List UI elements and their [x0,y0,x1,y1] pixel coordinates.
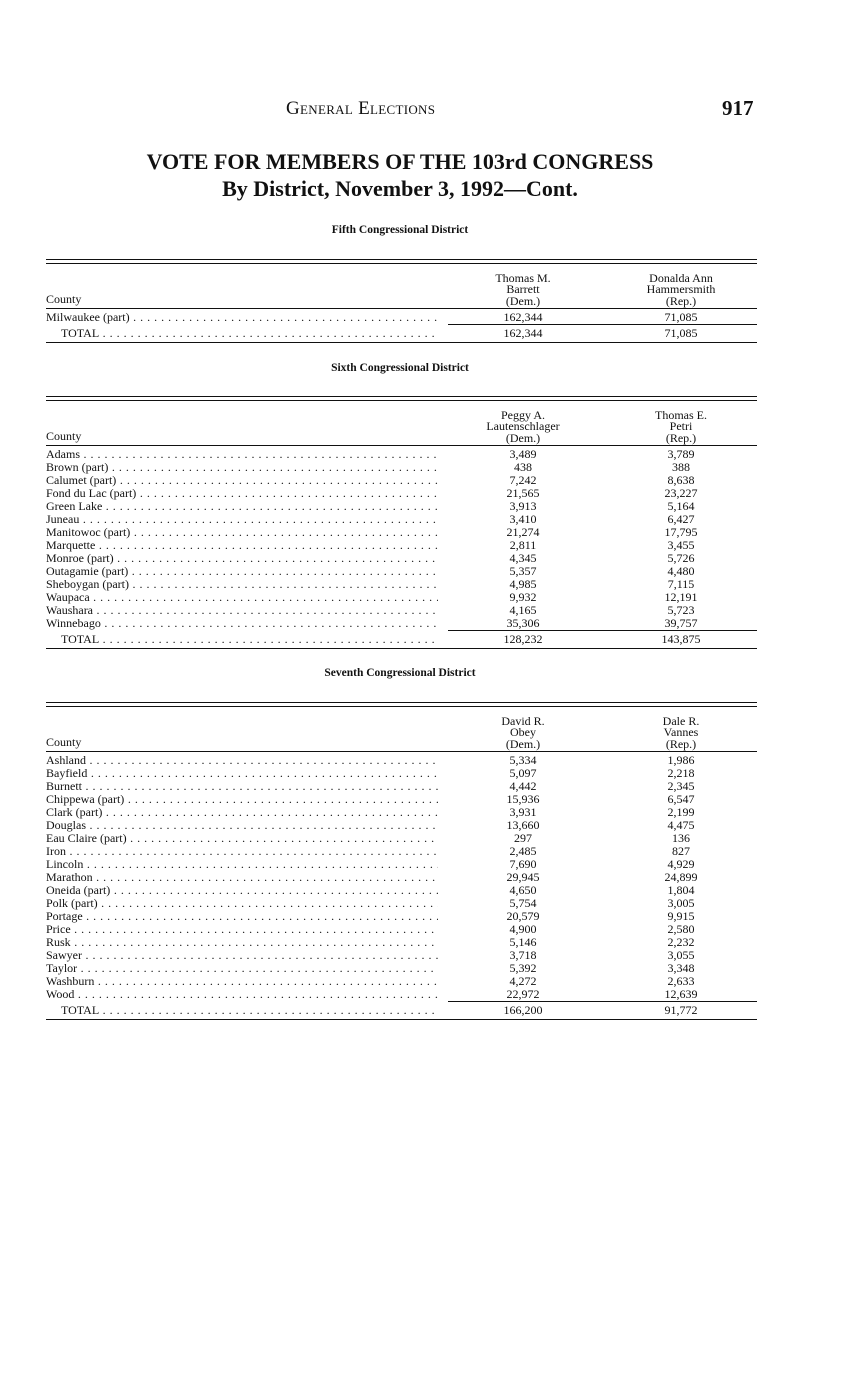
county-column-header: County [46,735,82,749]
rep-votes: 3,005 [667,896,695,910]
rep-votes: 23,227 [664,486,698,500]
dem-votes: 5,334 [509,753,537,767]
rep-total: 91,772 [664,1003,698,1017]
sum-rule [448,324,757,325]
county-name: Ashland . . . [46,754,438,767]
total-row [46,327,757,340]
dem-votes: 4,900 [509,922,537,936]
rep-total: 143,875 [661,632,701,646]
rep-votes: 9,915 [667,909,695,923]
table-row [46,845,757,858]
table-header [46,401,757,445]
table-row [46,975,757,988]
county-name: Marathon . . . [46,871,438,884]
county-name: Marquette . . . [46,539,438,552]
table-row [46,819,757,832]
dem-votes: 3,489 [509,447,537,461]
county-name: Sheboygan (part) . . . [46,578,438,591]
table-row [46,552,757,565]
rep-votes: 39,757 [664,616,698,630]
dem-votes: 7,690 [509,857,537,871]
table-row [46,936,757,949]
republican-candidate-header [601,713,761,751]
page-title-line-2: By District, November 3, 1992—Cont. [222,176,578,201]
rep-votes: 4,480 [667,564,695,578]
democratic-candidate-header [443,270,603,308]
total-label: TOTAL . . . [46,327,438,340]
rep-votes: 6,427 [667,512,695,526]
dem-header-line: (Dem.) [505,736,541,751]
sum-rule [448,630,757,631]
rep-votes: 388 [672,460,690,474]
county-name: Burnett . . . [46,780,438,793]
dem-votes: 13,660 [506,818,540,832]
sum-rule [448,1001,757,1002]
county-name: Milwaukee (part) . . . [46,311,438,324]
rep-votes: 827 [672,844,690,858]
dem-header-line: David R. [501,713,545,728]
county-name: Waupaca . . . [46,591,438,604]
dem-votes: 5,146 [509,935,537,949]
rep-header-line: (Rep.) [665,736,697,751]
table-row [46,591,757,604]
table-row [46,578,757,591]
table-row [46,474,757,487]
table-row [46,780,757,793]
table-row [46,884,757,897]
rep-header-line: Dale R. [662,713,700,728]
total-label: TOTAL . . . [46,633,438,646]
rep-votes: 12,191 [664,590,698,604]
dem-votes: 4,345 [509,551,537,565]
table-row [46,461,757,474]
rep-votes: 2,232 [667,935,695,949]
rep-votes: 12,639 [664,987,698,1001]
district-heading-sixth: Sixth Congressional District [331,362,469,374]
rep-votes: 5,726 [667,551,695,565]
rep-votes: 3,348 [667,961,695,975]
county-name: Eau Claire (part) . . . [46,832,438,845]
dem-header-line: Thomas M. [495,270,551,285]
table-row [46,767,757,780]
dem-votes: 7,242 [509,473,537,487]
dem-votes: 3,718 [509,948,537,962]
table-row [46,448,757,461]
dem-votes: 5,392 [509,961,537,975]
county-name: Fond du Lac (part) . . . [46,487,438,500]
dem-total: 166,200 [503,1003,543,1017]
county-name: Rusk . . . [46,936,438,949]
rep-header-line: Hammersmith [646,282,716,296]
dem-votes: 5,097 [509,766,537,780]
county-name: Douglas . . . [46,819,438,832]
table-row [46,910,757,923]
county-name: Washburn . . . [46,975,438,988]
rep-votes: 136 [672,831,690,845]
dem-header-line: Peggy A. [500,407,545,422]
county-name: Price . . . [46,923,438,936]
dem-votes: 5,357 [509,564,537,578]
running-head: General Elections [286,98,436,119]
dem-votes: 4,165 [509,603,537,617]
rep-votes: 2,218 [667,766,695,780]
table-sixth-district [46,396,757,649]
table-header [46,707,757,751]
rep-votes: 2,199 [667,805,695,819]
rep-votes: 2,345 [667,779,695,793]
table-row [46,513,757,526]
rep-votes: 4,475 [667,818,695,832]
republican-candidate-header [601,407,761,445]
dem-votes: 3,913 [509,499,537,513]
table-fifth-district [46,259,757,343]
rep-header-line: Thomas E. [655,407,707,422]
county-name: Sawyer . . . [46,949,438,962]
dem-header-line: (Dem.) [505,293,541,308]
rep-votes: 1,986 [667,753,695,767]
county-name: Green Lake . . . [46,500,438,513]
table-row [46,871,757,884]
table-row [46,311,757,324]
dem-votes: 21,565 [506,486,540,500]
dem-votes: 29,945 [506,870,540,884]
table-row [46,565,757,578]
rep-votes: 2,580 [667,922,695,936]
dem-votes: 22,972 [506,987,540,1001]
county-name: Polk (part) . . . [46,897,438,910]
table-row [46,897,757,910]
rep-votes: 3,455 [667,538,695,552]
page-number: 917 [722,96,754,120]
county-name: Outagamie (part) . . . [46,565,438,578]
table-row [46,858,757,871]
rep-votes: 17,795 [664,525,698,539]
rep-header-line: Donalda Ann [649,270,713,285]
rep-header-line: (Rep.) [665,430,697,445]
dem-votes: 438 [514,460,532,474]
dem-votes: 4,985 [509,577,537,591]
table-row [46,949,757,962]
dem-votes: 162,344 [503,310,543,324]
dem-votes: 3,410 [509,512,537,526]
dem-total: 128,232 [503,632,543,646]
table-row [46,487,757,500]
dem-votes: 35,306 [506,616,540,630]
district-heading-fifth: Fifth Congressional District [331,224,469,236]
dem-votes: 15,936 [506,792,540,806]
dem-votes: 297 [514,831,532,845]
rep-header-line: (Rep.) [665,293,697,308]
county-column-header: County [46,429,82,443]
dem-votes: 4,442 [509,779,537,793]
dem-votes: 20,579 [506,909,540,923]
table-row [46,806,757,819]
dem-votes: 2,811 [509,538,537,552]
rep-votes: 3,055 [667,948,695,962]
rep-votes: 24,899 [664,870,698,884]
rep-votes: 5,164 [667,499,695,513]
county-name: Waushara . . . [46,604,438,617]
county-name: Manitowoc (part) . . . [46,526,438,539]
county-name: Monroe (part) . . . [46,552,438,565]
district-heading-seventh: Seventh Congressional District [324,667,476,679]
dem-votes: 4,272 [509,974,537,988]
dem-header-line: Barrett [506,282,540,296]
county-name: Taylor . . . [46,962,438,975]
table-row [46,793,757,806]
dem-header-line: (Dem.) [505,430,541,445]
table-row [46,617,757,630]
dem-votes: 2,485 [509,844,537,858]
democratic-candidate-header [443,713,603,751]
democratic-candidate-header [443,407,603,445]
county-name: Portage . . . [46,910,438,923]
table-seventh-district [46,702,757,1020]
republican-candidate-header [601,270,761,308]
rep-votes: 8,638 [667,473,695,487]
rep-votes: 4,929 [667,857,695,871]
table-row [46,539,757,552]
table-row [46,604,757,617]
total-row [46,633,757,646]
county-name: Bayfield . . . [46,767,438,780]
table-bottom-rule [46,342,757,343]
county-name: Lincoln . . . [46,858,438,871]
county-name: Clark (part) . . . [46,806,438,819]
dem-votes: 3,931 [509,805,537,819]
rep-votes: 6,547 [667,792,695,806]
county-name: Oneida (part) . . . [46,884,438,897]
county-column-header: County [46,292,82,306]
county-name: Juneau . . . [46,513,438,526]
total-label: TOTAL . . . [46,1004,438,1017]
table-row [46,500,757,513]
table-row [46,923,757,936]
rep-header-line: Petri [669,419,693,433]
table-row [46,754,757,767]
rep-votes: 71,085 [664,310,698,324]
rep-total: 71,085 [664,326,698,340]
county-name: Wood . . . [46,988,438,1001]
rep-header-line: Vannes [663,725,699,739]
dem-header-line: Lautenschlager [486,419,560,433]
rep-votes: 5,723 [667,603,695,617]
county-name: Winnebago . . . [46,617,438,630]
table-header [46,264,757,308]
county-name: Brown (part) . . . [46,461,438,474]
table-row [46,526,757,539]
rep-votes: 3,789 [667,447,695,461]
rep-votes: 7,115 [667,577,695,591]
dem-header-line: Obey [510,725,536,739]
dem-votes: 9,932 [509,590,537,604]
rep-votes: 1,804 [667,883,695,897]
dem-votes: 4,650 [509,883,537,897]
rep-votes: 2,633 [667,974,695,988]
dem-votes: 21,274 [506,525,540,539]
table-row [46,988,757,1001]
county-name: Calumet (part) . . . [46,474,438,487]
table-bottom-rule [46,648,757,649]
dem-votes: 5,754 [509,896,537,910]
page-title-line-1: VOTE FOR MEMBERS OF THE 103rd CONGRESS [146,149,654,174]
table-row [46,962,757,975]
county-name: Adams . . . [46,448,438,461]
total-row [46,1004,757,1017]
dem-total: 162,344 [503,326,543,340]
table-row [46,832,757,845]
county-name: Chippewa (part) . . . [46,793,438,806]
table-bottom-rule [46,1019,757,1020]
county-name: Iron . . . [46,845,438,858]
